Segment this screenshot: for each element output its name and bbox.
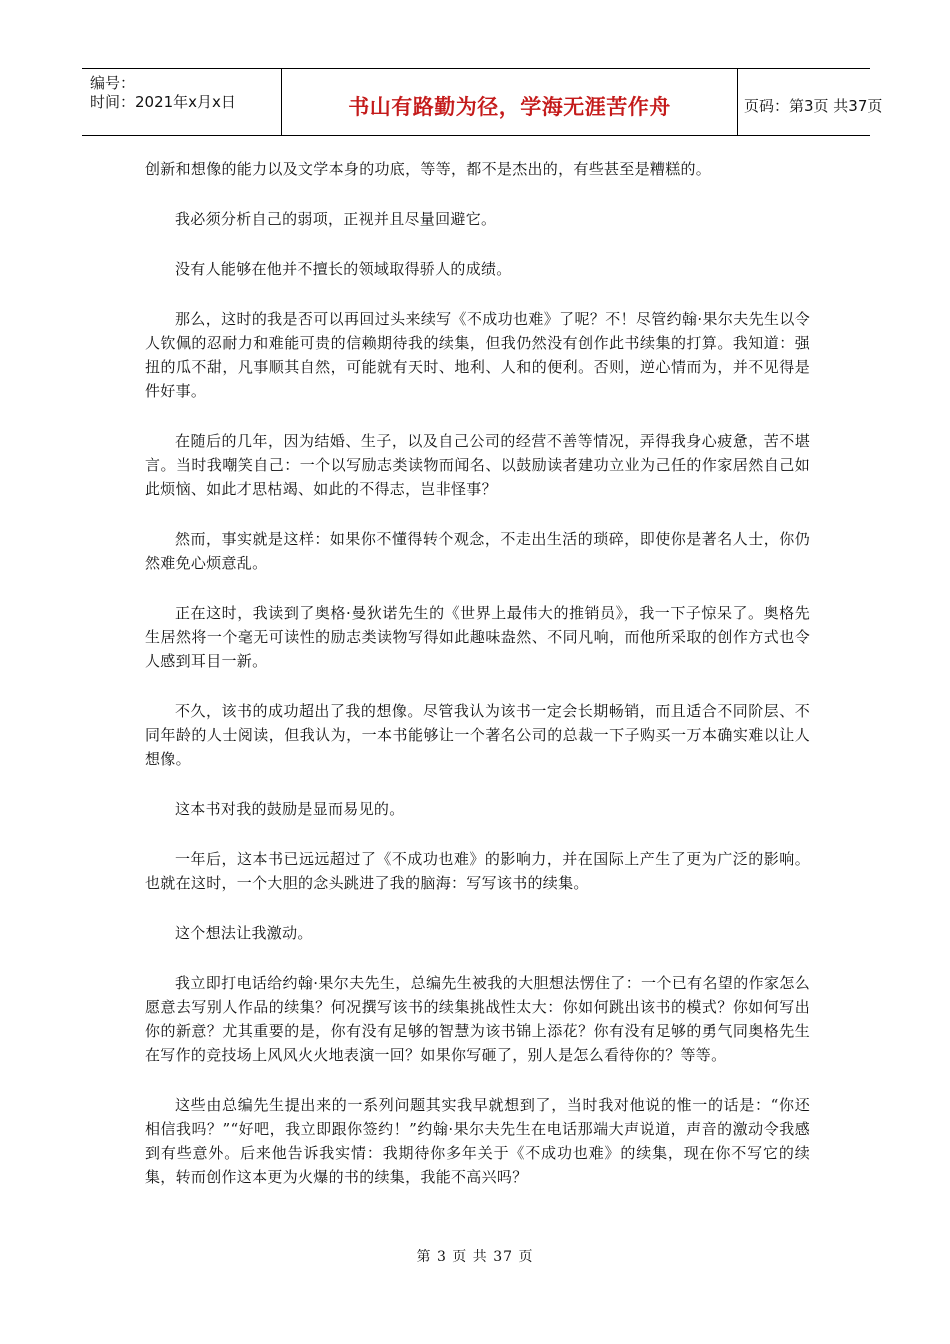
motto-text: 书山有路勤为径，学海无涯苦作舟 — [348, 95, 671, 119]
header-meta-cell — [82, 69, 282, 135]
page-info: 页码：第3页 共37页 — [744, 97, 883, 115]
page-footer: 第 3 页 共 37 页 — [416, 1249, 534, 1265]
document-body — [145, 157, 810, 1215]
header-page-cell — [738, 69, 883, 135]
page-header — [82, 68, 883, 136]
paragraph: 一年后，这本书已远远超过了《不成功也难》的影响力，并在国际上产生了更为广泛的影响。也就在这时，一个大胆的念头跳进了我的脑海：写写该书的续集。 — [145, 850, 810, 892]
paragraph: 不久，该书的成功超出了我的想像。尽管我认为该书一定会长期畅销，而且适合不同阶层、不同年龄的人士阅读，但我认为，一本书能够让一个著名公司的总裁一下子购买一万本确实难以让人想像。 — [145, 702, 810, 768]
paragraph: 我立即打电话给约翰·果尔夫先生，总编先生被我的大胆想法愣住了：一个已有名望的作家怎么愿意去写别人作品的续集？何况撰写该书的续集挑战性太大：你如何跳出该书的模式？你如何写出你的新意？尤其重要的是，你有没有足够的智慧为该书锦上添花？你有没有足够的勇气同奥格先生在写作的竞技场上风风火火地表演一回？如果你写砸了，别人是怎么看待你的？等等。 — [145, 974, 810, 1064]
paragraph: 创新和想像的能力以及文学本身的功底，等等，都不是杰出的，有些甚至是糟糕的。 — [145, 160, 712, 178]
paragraph: 这个想法让我激动。 — [175, 924, 313, 942]
document-date: 时间：2021年x月x日 — [90, 93, 236, 111]
document-number-label: 编号： — [90, 74, 136, 92]
paragraph: 这些由总编先生提出来的一系列问题其实我早就想到了，当时我对他说的惟一的话是：“你还相信我吗？”“好吧，我立即跟你签约！”约翰·果尔夫先生在电话那端大声说道，声音的激动令我感到有些意外。后来他告诉我实情：我期待你多年关于《不成功也难》的续集，现在你不写它的续集，转而创作这本更为火爆的书的续集，我能不高兴吗？ — [145, 1096, 810, 1186]
paragraph: 这本书对我的鼓励是显而易见的。 — [175, 800, 405, 818]
paragraph: 在随后的几年，因为结婚、生子，以及自己公司的经营不善等情况，弄得我身心疲惫，苦不堪言。当时我嘲笑自己：一个以写励志类读物而闻名、以鼓励读者建功立业为己任的作家居然自己如此烦恼、如此才思枯竭、如此的不得志，岂非怪事？ — [145, 432, 810, 498]
paragraph: 没有人能够在他并不擅长的领域取得骄人的成绩。 — [175, 260, 512, 278]
paragraph: 正在这时，我读到了奥格·曼狄诺先生的《世界上最伟大的推销员》，我一下子惊呆了。奥格先生居然将一个毫无可读性的励志类读物写得如此趣味盎然、不同凡响，而他所采取的创作方式也令人感到耳目一新。 — [145, 604, 810, 670]
paragraph: 那么，这时的我是否可以再回过头来续写《不成功也难》了呢？不！尽管约翰·果尔夫先生以令人钦佩的忍耐力和难能可贵的信赖期待我的续集，但我仍然没有创作此书续集的打算。我知道：强扭的瓜不甜，凡事顺其自然，可能就有天时、地利、人和的便利。否则，逆心情而为，并不见得是件好事。 — [145, 310, 810, 400]
header-motto-cell — [282, 69, 738, 135]
paragraph: 然而，事实就是这样：如果你不懂得转个观念，不走出生活的琐碎，即使你是著名人士，你仍然难免心烦意乱。 — [145, 530, 810, 572]
paragraph: 我必须分析自己的弱项，正视并且尽量回避它。 — [175, 210, 497, 228]
